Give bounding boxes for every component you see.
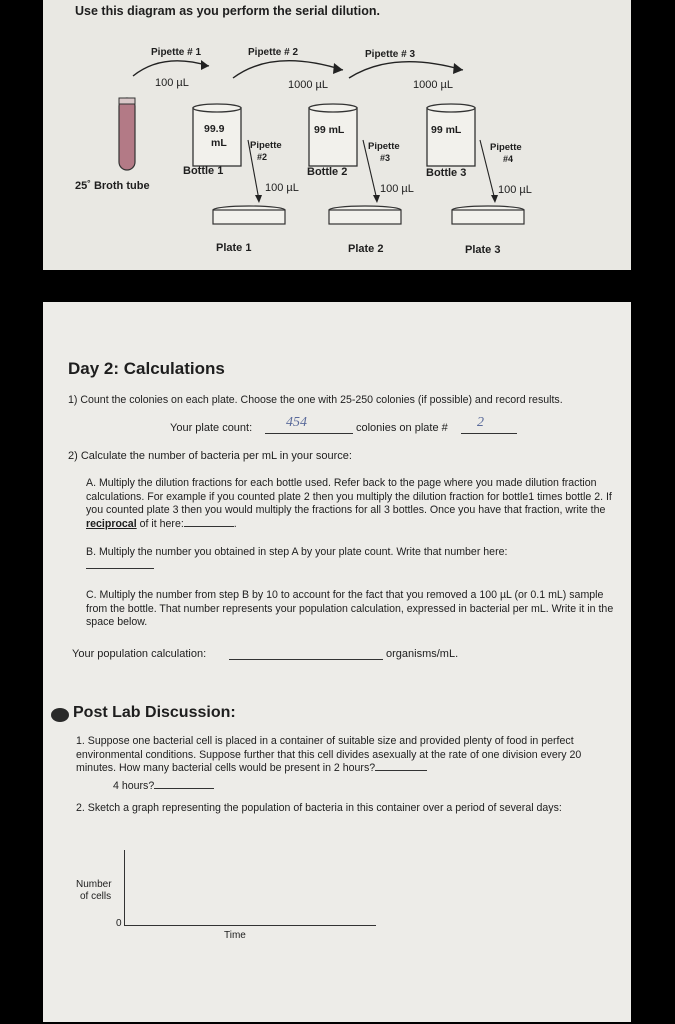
plate-1 bbox=[213, 206, 285, 224]
plate-2 bbox=[329, 206, 401, 224]
population-line bbox=[229, 659, 383, 660]
hole-punch-mark bbox=[51, 708, 69, 722]
post-lab-q1-4hours: 4 hours? bbox=[113, 780, 214, 793]
bottle-1-volume: 99.9 bbox=[204, 123, 225, 135]
plate-pipette-3-volume: 100 µL bbox=[380, 183, 414, 195]
step-a-text: A. Multiply the dilution fractions for each bottle used. Refer back to the page where you made dilution fraction calculations. For example if you counted plate 2 then you multiply the dilution fraction for bottle1 times bottle 2. If you counted plate 3 then you would multiply the fractions for all 3 bottles. Once you have that fraction, write the reciprocal of it here: . bbox=[86, 477, 612, 530]
pipette-3-arrowhead bbox=[453, 63, 463, 74]
graph-y-axis bbox=[124, 850, 125, 926]
plate-1-label: Plate 1 bbox=[216, 242, 252, 254]
plate-2-label: Plate 2 bbox=[348, 243, 384, 255]
plate-number-value: 2 bbox=[477, 415, 484, 430]
plate-count-line bbox=[265, 433, 353, 434]
bottle-3-volume: 99 mL bbox=[431, 124, 462, 136]
pipette-3-volume: 1000 µL bbox=[413, 79, 453, 91]
plate-pipette-3-num: #3 bbox=[380, 153, 391, 163]
q2-text: 2) Calculate the number of bacteria per mL in your source: bbox=[68, 450, 352, 462]
post-lab-q1-text: 1. Suppose one bacterial cell is placed in a container of suitable size and provided plenty of food in perfect environmental conditions. Suppose further that this cell divides asexually at the rate of one division every 20 minutes. How many bacterial cells would be present in 2 hours? bbox=[76, 735, 582, 775]
worksheet-sheet bbox=[43, 302, 631, 1022]
step-c-text: C. Multiply the number from step B by 10 to account for the fact that you removed a 100 µL (or 0.1 mL) sample from the bottle. That number represents your population calculation, expressed in bacterial per mL. Write it in the space below. bbox=[86, 589, 614, 629]
broth-tube-label: 25˚ Broth tube bbox=[75, 180, 150, 192]
broth-tube bbox=[119, 98, 135, 170]
pipette-3-arc bbox=[349, 62, 463, 78]
diagram-sheet bbox=[43, 0, 631, 270]
plate-pipette-2-volume: 100 µL bbox=[265, 182, 299, 194]
calculations-heading: Day 2: Calculations bbox=[68, 359, 225, 378]
pipette-2-arrowhead bbox=[333, 63, 343, 74]
bottle-1-label: Bottle 1 bbox=[183, 165, 224, 177]
pipette-2-label: Pipette # 2 bbox=[248, 47, 299, 58]
plate-pipette-4-volume: 100 µL bbox=[498, 184, 532, 196]
population-unit: organisms/mL. bbox=[386, 648, 459, 660]
post-lab-q2-text: 2. Sketch a graph representing the population of bacteria in this container over a period of several days: bbox=[76, 802, 562, 814]
graph-x-axis bbox=[124, 925, 376, 926]
bottle-1-volume-unit: mL bbox=[211, 137, 227, 149]
plate-pipette-3-name: Pipette bbox=[368, 141, 400, 152]
q1-text: 1) Count the colonies on each plate. Choose the one with 25-250 colonies (if possible) and record results. bbox=[68, 394, 563, 406]
graph-origin-label: 0 bbox=[116, 918, 122, 929]
graph-y-label-2: of cells bbox=[80, 891, 112, 902]
diagram-title: Use this diagram as you perform the serial dilution. bbox=[75, 4, 380, 18]
bottle-3-label: Bottle 3 bbox=[426, 167, 467, 179]
graph-x-label: Time bbox=[224, 930, 246, 941]
plate-3-label: Plate 3 bbox=[465, 244, 501, 256]
plate-pipette-4-name: Pipette bbox=[490, 142, 522, 153]
bottle-2-label: Bottle 2 bbox=[307, 166, 348, 178]
pipette-1-label: Pipette # 1 bbox=[151, 47, 202, 58]
broth-tube-cap bbox=[119, 98, 135, 104]
pipette-2-volume: 1000 µL bbox=[288, 79, 328, 91]
pipette-3-label: Pipette # 3 bbox=[365, 49, 416, 60]
plate-3 bbox=[452, 206, 524, 224]
plate-count-value: 454 bbox=[286, 415, 307, 430]
step-b-text: B. Multiply the number you obtained in step A by your plate count. Write that number here: bbox=[86, 546, 556, 573]
pipette-1-arc bbox=[133, 61, 209, 76]
population-label: Your population calculation: bbox=[72, 648, 207, 660]
pipette-2-arc bbox=[233, 61, 343, 78]
post-lab-heading: Post Lab Discussion: bbox=[73, 704, 236, 721]
pipette-1-volume: 100 µL bbox=[155, 77, 189, 89]
plate-pipette-2-name: Pipette bbox=[250, 140, 282, 151]
plate-count-label: Your plate count: bbox=[170, 422, 253, 434]
plate-number-line bbox=[461, 433, 517, 434]
reciprocal-word: reciprocal bbox=[86, 517, 137, 530]
graph-y-label-1: Number bbox=[76, 879, 112, 890]
colonies-on-plate-label: colonies on plate # bbox=[356, 422, 448, 434]
plate-pipette-2-num: #2 bbox=[257, 152, 268, 162]
bottle-2-volume: 99 mL bbox=[314, 124, 345, 136]
plate-pipette-4-num: #4 bbox=[503, 154, 514, 164]
